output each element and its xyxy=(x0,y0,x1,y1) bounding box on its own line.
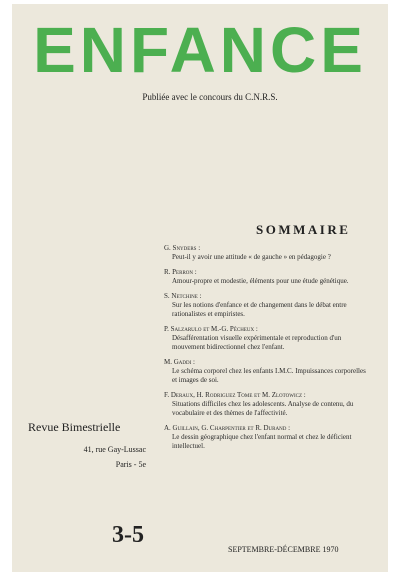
publication-frequency: Revue Bimestrielle xyxy=(28,420,121,434)
toc-article-title: Peut-il y avoir une attitude « de gauche » en pédagogie ? xyxy=(172,253,331,261)
toc-article-title: Situations difficiles chez les adolescents. Analyse de contenu, du vocabulaire et des thèmes de l'affectivité. xyxy=(172,400,354,417)
address-street: 41, rue Gay-Lussac xyxy=(83,445,146,454)
toc-authors: G. Snyders : xyxy=(164,244,201,252)
toc-authors: S. Netchine : xyxy=(164,292,202,300)
toc-entry xyxy=(164,292,370,319)
toc-article-title: Sur les notions d'enfance et de changement dans le débat entre rationalistes et empiristes. xyxy=(172,301,347,318)
toc-entry xyxy=(164,358,370,385)
toc-article-title: Amour-propre et modestie, éléments pour une étude génétique. xyxy=(172,277,349,285)
toc-entry xyxy=(164,244,370,262)
toc-article-title: Le schéma corporel chez les enfants I.M.C. Impuissances corporelles et images de soi. xyxy=(172,367,366,384)
publication-info xyxy=(28,420,146,475)
toc-authors: R. Perron : xyxy=(164,268,197,276)
toc-authors: A. Guillain, G. Charpentier et R. Durand : xyxy=(164,424,291,432)
toc-authors: F. Deraux, H. Rodriguez Tome et M. Zlotowicz : xyxy=(164,391,306,399)
toc-authors: P. Salzarulo et M.-G. Pêcheux : xyxy=(164,325,258,333)
toc-article-title: Désafférentation visuelle expérimentale et reproduction d'un mouvement bidirectionnel chez l'enfant. xyxy=(172,334,342,351)
toc-entry xyxy=(164,325,370,352)
issue-number: 3-5 xyxy=(112,522,144,548)
toc-authors: M. Gaddi : xyxy=(164,358,195,366)
contents-heading: SOMMAIRE xyxy=(256,222,351,237)
toc-entry xyxy=(164,268,370,286)
journal-subtitle: Publiée avec le concours du C.N.R.S. xyxy=(142,92,278,102)
journal-title: ENFANCE xyxy=(33,14,367,86)
toc-entry xyxy=(164,391,370,418)
toc-article-title: Le dessin géographique chez l'enfant normal et chez le déficient intellectuel. xyxy=(172,433,352,450)
address-city: Paris - 5e xyxy=(115,460,146,469)
issue-date: SEPTEMBRE-DÉCEMBRE 1970 xyxy=(228,545,339,554)
table-of-contents xyxy=(164,244,370,457)
toc-entry xyxy=(164,424,370,451)
